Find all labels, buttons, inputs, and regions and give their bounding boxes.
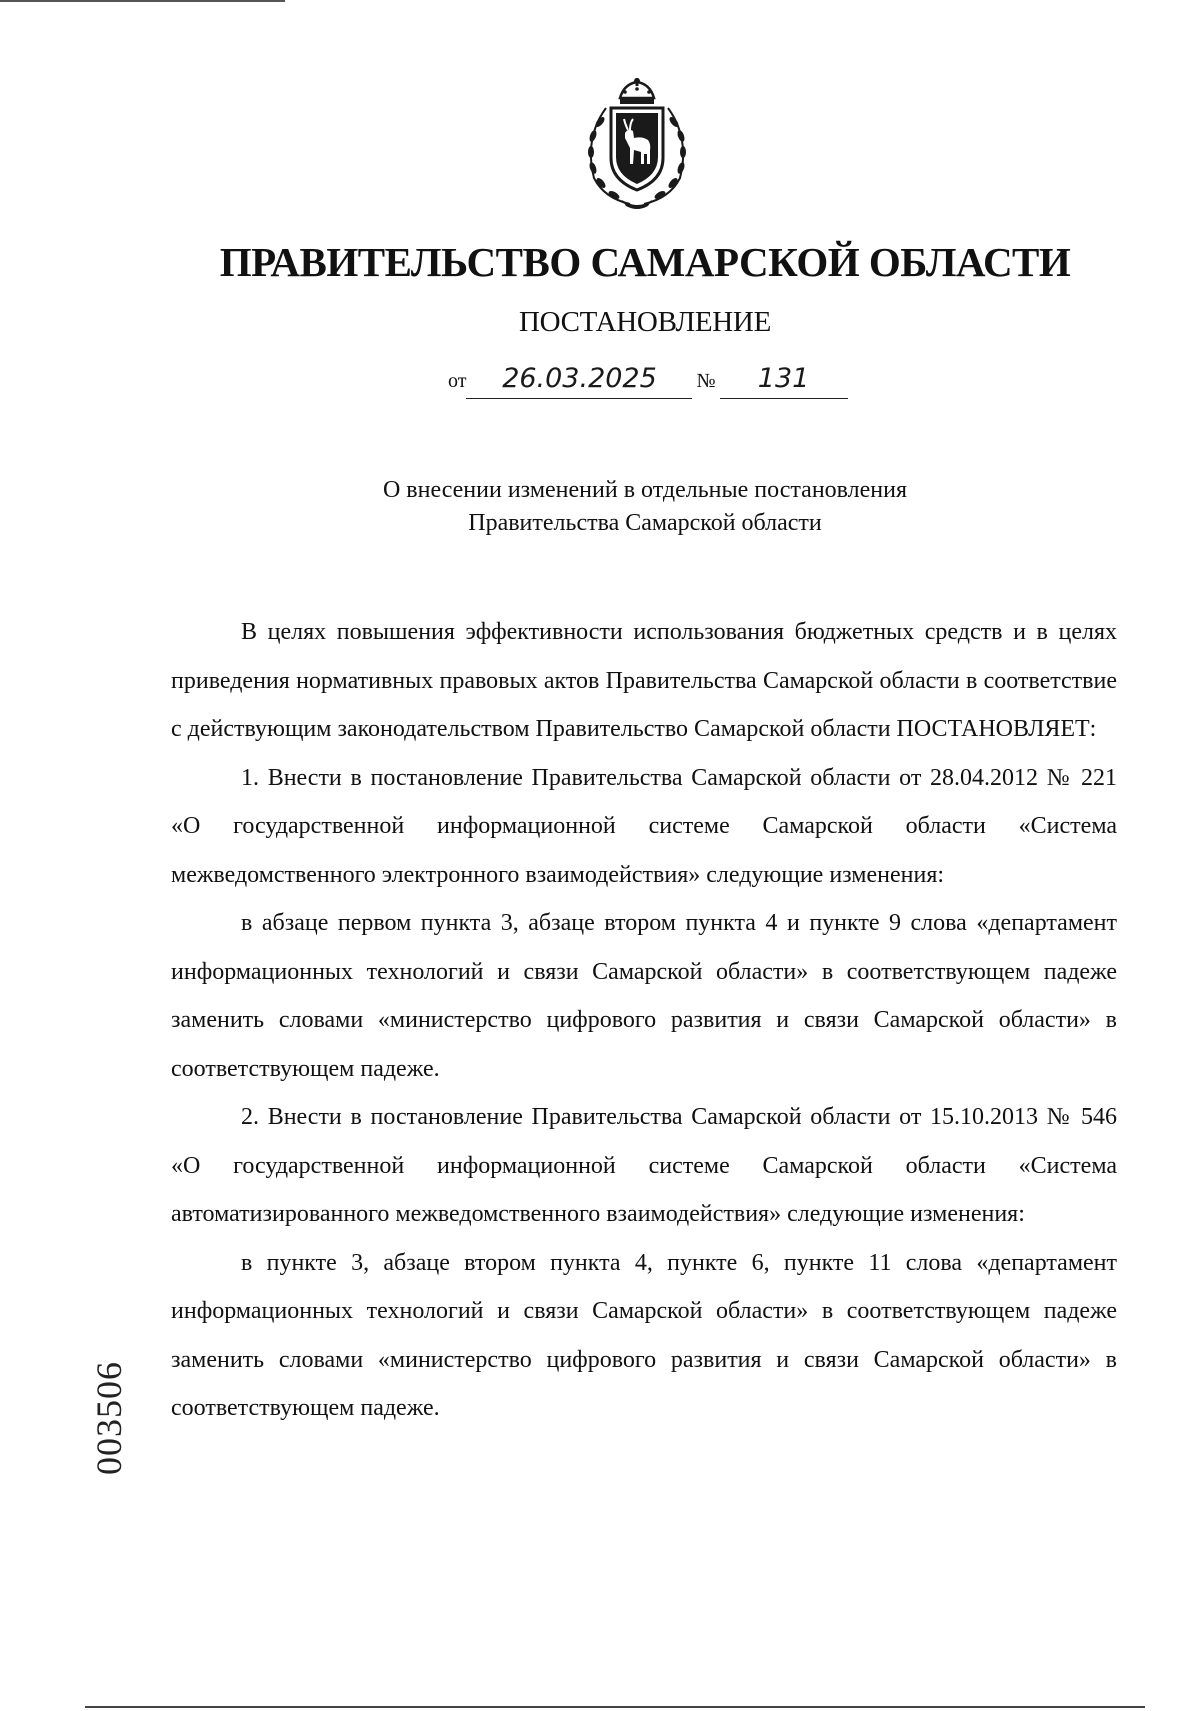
body-paragraph-item-2: 2. Внести в постановление Правительства Самарской области от 15.10.2013 № 546 «О государственной информационной системе Самарской области «Система автоматизированного межведомственного взаимодействия» следующие изменения: bbox=[171, 1104, 1117, 1227]
body-paragraph-preamble: В целях повышения эффективности использования бюджетных средств и в целях приведения нормативных правовых актов Правительства Самарской области в соответствие с действующим законодательством Правительство Самарской области ПОСТАНОВЛЯЕТ: bbox=[171, 619, 1117, 742]
body-paragraph-item-1: 1. Внести в постановление Правительства Самарской области от 28.04.2012 № 221 «О государственной информационной системе Самарской области «Система межведомственного электронного взаимодействия» следующие изменения: bbox=[171, 764, 1117, 888]
document-number: 131 bbox=[720, 360, 848, 399]
coat-of-arms-icon bbox=[578, 78, 696, 210]
document-type: ПОСТАНОВЛЕНИЕ bbox=[518, 306, 771, 338]
document-date: 26.03.2025 bbox=[466, 360, 692, 399]
subject-line: Правительства Самарской области bbox=[468, 510, 822, 536]
document-subject bbox=[0, 474, 1200, 540]
scan-edge-bottom bbox=[85, 1706, 1145, 1708]
government-title: ПРАВИТЕЛЬСТВО САМАРСКОЙ ОБЛАСТИ bbox=[219, 239, 1071, 285]
body-paragraph-item-2-change: в пункте 3, абзаце втором пункта 4, пункте 6, пункте 11 слова «департамент информационных технологий и связи Самарской области» в соответствующем падеже заменить словами «министерство цифрового развития и связи Самарской области» в соответствующем падеже. bbox=[171, 1249, 1117, 1421]
margin-serial-number: 003506 bbox=[89, 1361, 129, 1475]
date-label: от bbox=[448, 370, 467, 392]
document-body bbox=[171, 608, 1117, 1433]
body-paragraph-item-1-change: в абзаце первом пункта 3, абзаце втором пункта 4 и пункте 9 слова «департамент информационных технологий и связи Самарской области» в соответствующем падеже заменить словами «министерство цифрового развития и связи Самарской области» в соответствующем падеже. bbox=[171, 910, 1117, 1082]
subject-line: О внесении изменений в отдельные постановления bbox=[382, 477, 908, 503]
number-label: № bbox=[696, 370, 716, 392]
document-date-number-line bbox=[448, 360, 848, 404]
scan-edge-top bbox=[0, 0, 285, 2]
crown-icon bbox=[620, 78, 654, 104]
